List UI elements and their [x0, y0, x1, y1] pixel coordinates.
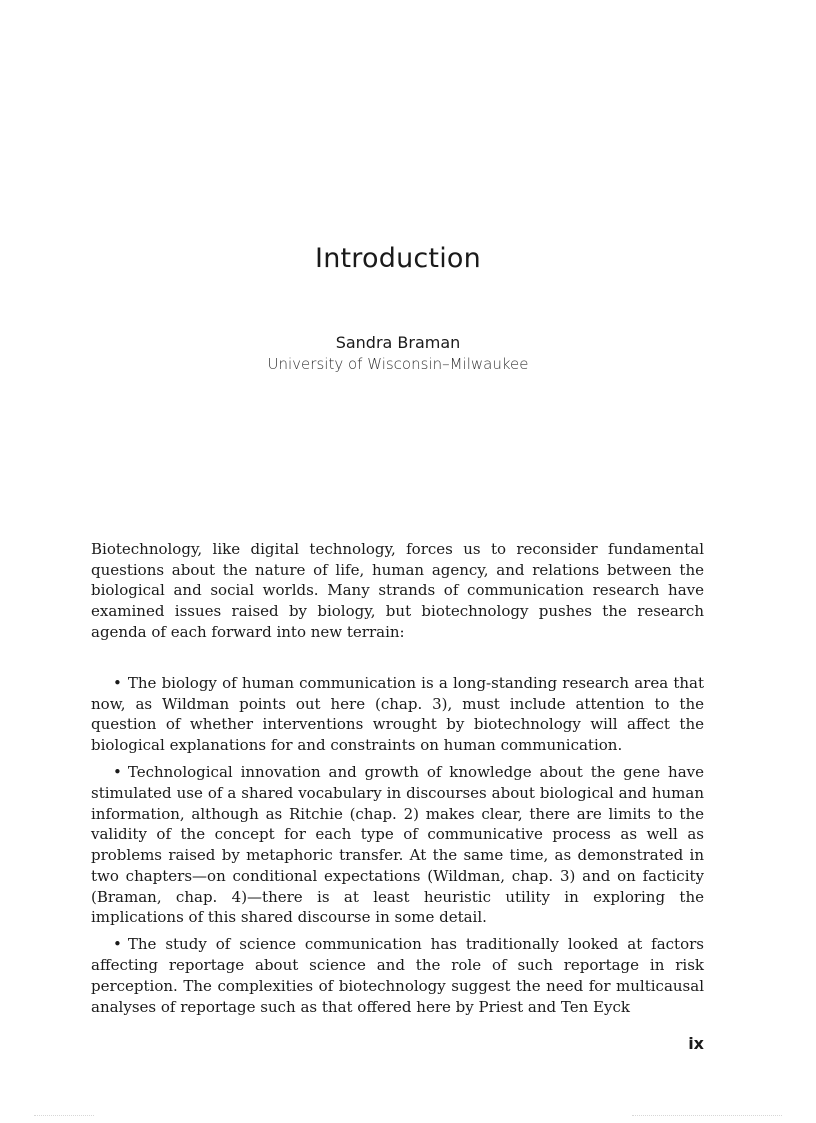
- bullet-marker: •: [113, 763, 122, 782]
- bullet-item: [91, 762, 704, 928]
- bullet-marker: •: [113, 674, 122, 692]
- bullet-text: Technological innovation and growth of knowledge about the gene have stimulated use of a shared vocabulary in discourses about biological and human information, although as Ritchie (chap. 2) makes clear, there are limits to the validity of the concept for each type of communicative process as well as problems raised by metaphoric transfer. At the same time, as demonstrated in two chapters—on conditional expectations (Wildman, chap. 3) and on facticity (Braman, chap. 4)—there is at least heuristic utility in exploring the implications of this shared discourse in some detail.: [91, 763, 704, 927]
- footer-mark-left: [34, 1115, 94, 1118]
- page-number: ix: [688, 1034, 704, 1053]
- bullet-marker: •: [113, 935, 122, 954]
- chapter-title: Introduction: [315, 243, 481, 274]
- bullet-list: [91, 673, 704, 1024]
- footer-print-marks: [34, 1115, 782, 1119]
- bullet-item: [91, 673, 704, 756]
- intro-paragraph: Biotechnology, like digital technology, forces us to reconsider fundamental questions about the nature of life, human agency, and relations between the biological and social worlds. Many strands of communication research have examined issues raised by biology, but biotechnology pushes the research agenda of each forward into new terrain:: [91, 540, 704, 641]
- bullet-text: The study of science communication has traditionally looked at factors affecting reportage about science and the role of such reportage in risk perception. The complexities of biotechnology suggest the need for multicausal analyses of reportage such as that offered here by Priest and Ten Eyck: [91, 935, 704, 1016]
- author-name: Sandra Braman: [335, 333, 461, 352]
- bullet-text: The biology of human communication is a long-standing research area that now, as Wildman points out here (chap. 3), must include attention to the question of whether interventions wrought by biotechnology will affect the biological explanations for and constraints on human communication.: [91, 674, 704, 755]
- bullet-item: [91, 934, 704, 1017]
- footer-mark-right: [632, 1115, 782, 1118]
- author-affiliation: University of Wisconsin–Milwaukee: [267, 355, 529, 373]
